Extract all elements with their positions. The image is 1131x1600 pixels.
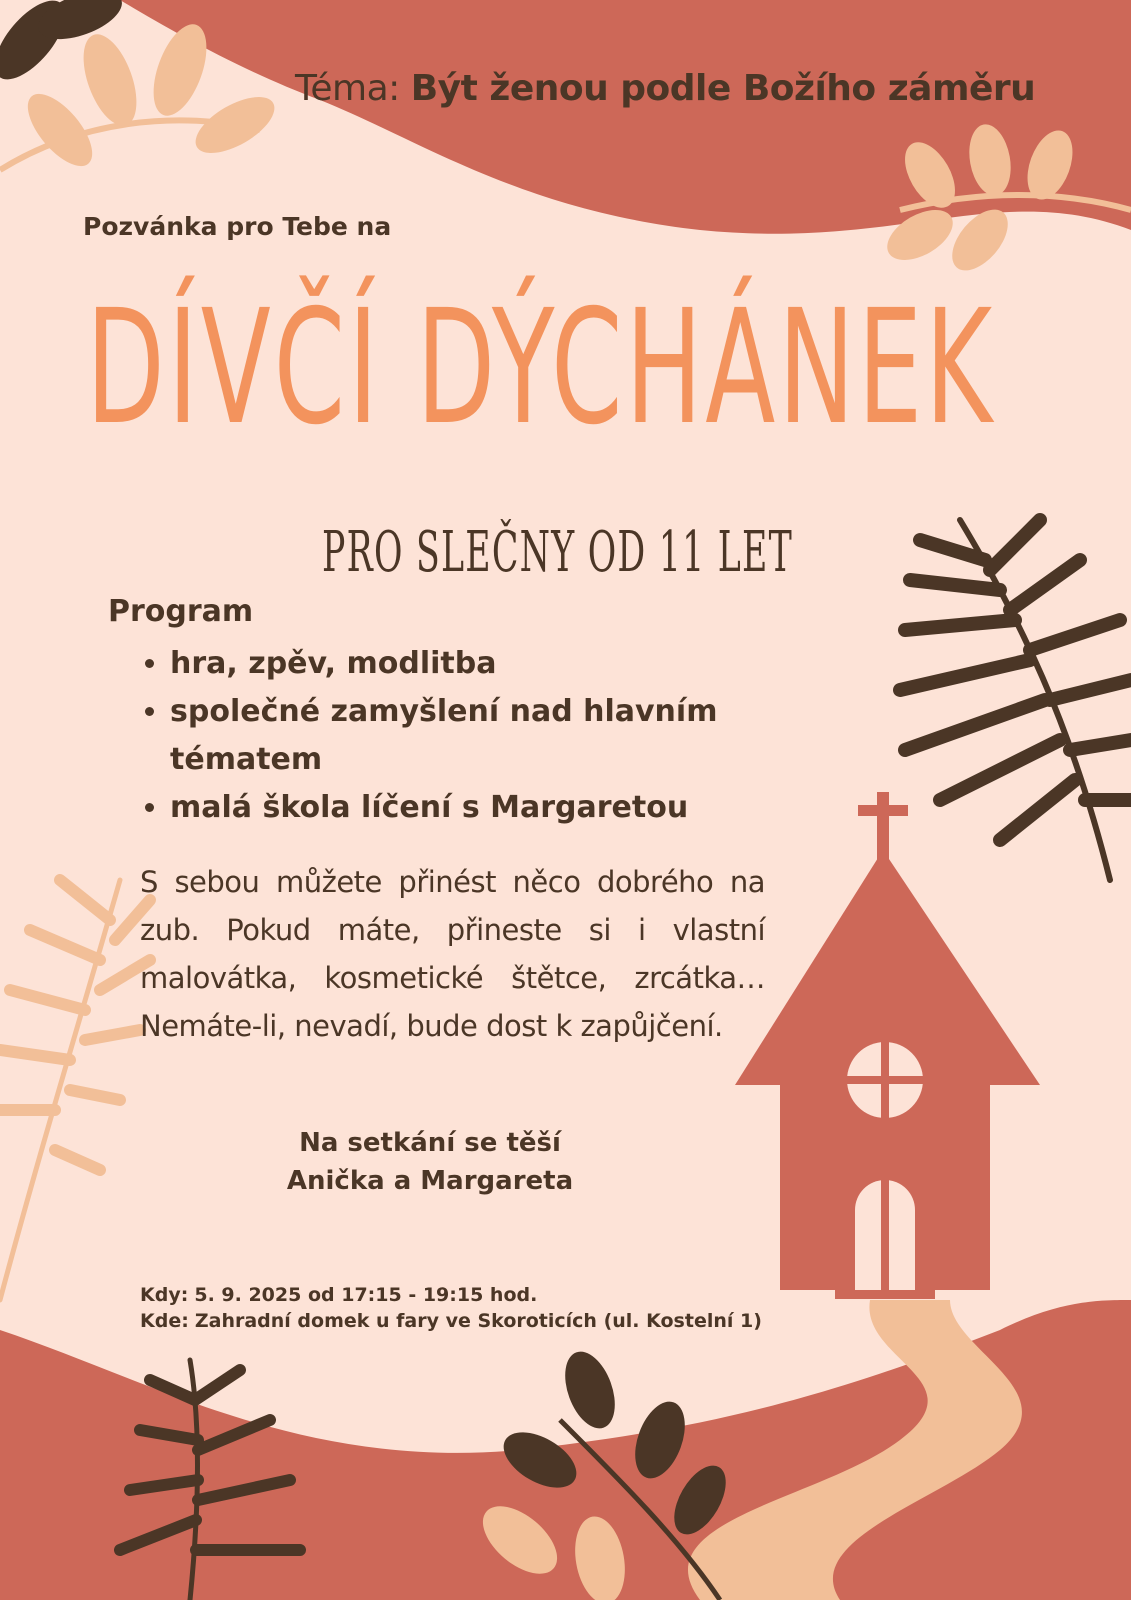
when-label: Kdy: (140, 1284, 189, 1306)
where-row (140, 1308, 762, 1334)
hosts-line-2: Anička a Margareta (286, 1166, 574, 1196)
hosts-line-1: Na setkání se těší (299, 1128, 561, 1158)
palm-leaf-left (0, 880, 150, 1300)
event-info (140, 1282, 762, 1334)
hosts (230, 1124, 630, 1200)
when-value: 5. 9. 2025 od 17:15 - 19:15 hod. (194, 1284, 538, 1306)
where-value: Zahradní domek u fary ve Skoroticích (ul. Kostelní 1) (194, 1310, 762, 1332)
palm-leaf-right (900, 520, 1131, 880)
event-title: DÍVČÍ DÝCHÁNEK (86, 276, 996, 460)
program-list (135, 640, 790, 832)
program-item: • malá škola líčení s Margaretou (170, 784, 790, 832)
theme-value: Být ženou podle Božího záměru (410, 68, 1036, 109)
program-item: • hra, zpěv, modlitba (170, 640, 790, 688)
program-heading: Program (108, 594, 254, 629)
invite-text: Pozvánka pro Tebe na (83, 212, 392, 241)
when-row (140, 1282, 762, 1308)
where-label: Kde: (140, 1310, 189, 1332)
theme-line (295, 68, 1035, 109)
program-item: • společné zamyšlení nad hlavním tématem (170, 688, 790, 784)
note-paragraph: S sebou můžete přinést něco dobrého na zub. Pokud máte, přineste si i vlastní malovátka, kosmetické štětce, zrcátka… Nemáte-li, nevadí, bude dost k zapůjčení. (140, 865, 765, 1043)
theme-label: Téma: (295, 68, 400, 109)
event-subtitle: PRO SLEČNY OD 11 LET (322, 520, 794, 585)
